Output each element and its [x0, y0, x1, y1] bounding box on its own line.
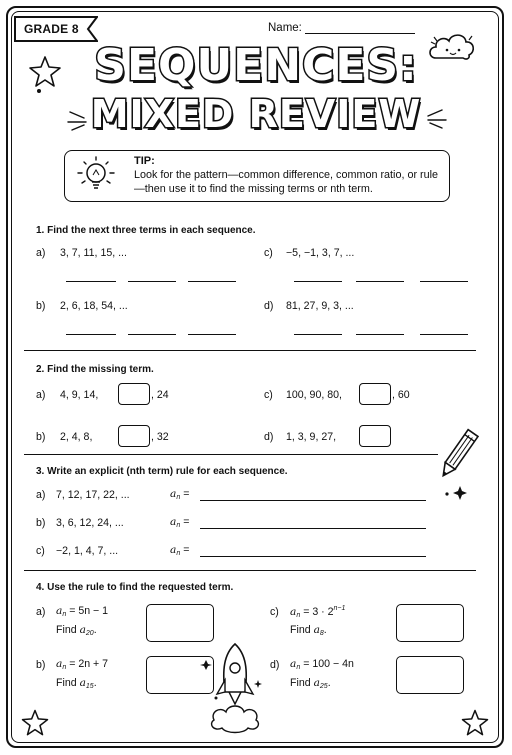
answer-blank[interactable] [188, 334, 236, 335]
answer-blank[interactable] [420, 281, 468, 282]
name-label: Name: [268, 22, 302, 34]
q4c-find: Find $a_8$. [290, 624, 327, 637]
q1b-sequence: 2, 6, 18, 54, ... [60, 300, 128, 312]
page-subtitle: MIXED REVIEW [90, 92, 422, 136]
answer-blank[interactable] [128, 281, 176, 282]
q3c-letter: c) [36, 545, 45, 557]
q4a-rule: $a_n = 5n - 1$ [56, 605, 109, 618]
q2-heading: 2. Find the missing term. [36, 364, 154, 375]
q4b-letter: b) [36, 659, 46, 671]
grade-label: GRADE 8 [24, 22, 79, 36]
grade-tag [14, 16, 98, 42]
q2a-sequence: 4, 9, 14, [60, 389, 99, 401]
q3a-sequence: 7, 12, 17, 22, ... [56, 489, 130, 501]
q3-heading: 3. Write an explicit (nth term) rule for each sequence. [36, 466, 288, 477]
q4a-find: Find $a_{20}$. [56, 624, 97, 637]
q3b-sequence: 3, 6, 12, 24, ... [56, 517, 124, 529]
q1c-letter: c) [264, 247, 273, 259]
answer-blank[interactable] [66, 281, 116, 282]
star-icon [460, 708, 490, 738]
rule-answer-line[interactable] [200, 556, 426, 557]
q4a-letter: a) [36, 606, 46, 618]
missing-term-box[interactable] [118, 425, 150, 447]
q1-heading: 1. Find the next three terms in each sequence. [36, 225, 256, 236]
rule-answer-line[interactable] [200, 500, 426, 501]
answer-blank[interactable] [294, 334, 342, 335]
section-divider [24, 454, 438, 455]
sparkle-lines-right [412, 106, 448, 130]
q1d-sequence: 81, 27, 9, 3, ... [286, 300, 354, 312]
answer-blank[interactable] [356, 281, 404, 282]
q2a-after: , 24 [151, 389, 169, 401]
q3c-sequence: −2, 1, 4, 7, ... [56, 545, 119, 557]
star-icon [20, 708, 50, 738]
q3b-rule-label: $a_n$ = [170, 516, 190, 529]
q2c-sequence: 100, 90, 80, [286, 389, 342, 401]
section-divider [24, 570, 476, 571]
q4b-rule: $a_n = 2n + 7$ [56, 658, 109, 671]
lightbulb-icon [72, 153, 120, 199]
tip-label: TIP: [134, 155, 155, 167]
answer-blank[interactable] [188, 281, 236, 282]
q1c-sequence: −5, −1, 3, 7, ... [286, 247, 355, 259]
q2b-letter: b) [36, 431, 46, 443]
q3a-rule-label: $a_n$ = [170, 488, 190, 501]
q4-heading: 4. Use the rule to find the requested term. [36, 582, 234, 593]
q2c-letter: c) [264, 389, 273, 401]
q4d-rule: $a_n = 100 - 4n$ [290, 658, 354, 671]
q1b-letter: b) [36, 300, 46, 312]
sparkle-lines-left [66, 108, 102, 132]
missing-term-box[interactable] [118, 383, 150, 405]
q1d-letter: d) [264, 300, 274, 312]
answer-blank[interactable] [356, 334, 404, 335]
q2a-letter: a) [36, 389, 46, 401]
answer-blank[interactable] [128, 334, 176, 335]
q3b-letter: b) [36, 517, 46, 529]
pencil-icon [432, 426, 482, 500]
q1a-sequence: 3, 7, 11, 15, ... [60, 247, 127, 259]
q2b-after: , 32 [151, 431, 169, 443]
answer-blank[interactable] [66, 334, 116, 335]
q4c-letter: c) [270, 606, 279, 618]
q4d-find: Find $a_{25}$. [290, 677, 331, 690]
q1a-letter: a) [36, 247, 46, 259]
answer-blank[interactable] [294, 281, 342, 282]
answer-box[interactable] [396, 604, 464, 642]
name-field[interactable] [305, 33, 415, 34]
q2d-sequence: 1, 3, 9, 27, [286, 431, 337, 443]
q4b-find: Find $a_{15}$. [56, 677, 97, 690]
q2c-after: , 60 [392, 389, 410, 401]
q4c-rule: $a_n = 3 \cdot 2^{n-1}$ [290, 605, 346, 619]
q2d-letter: d) [264, 431, 274, 443]
rule-answer-line[interactable] [200, 528, 426, 529]
missing-term-box[interactable] [359, 425, 391, 447]
q3a-letter: a) [36, 489, 46, 501]
page-title: SEQUENCES: [94, 40, 418, 91]
q4d-letter: d) [270, 659, 280, 671]
q3c-rule-label: $a_n$ = [170, 544, 190, 557]
answer-blank[interactable] [420, 334, 468, 335]
answer-box[interactable] [396, 656, 464, 694]
missing-term-box[interactable] [359, 383, 391, 405]
tip-text: Look for the pattern—common difference, common ratio, or rule—then use it to find the missing terms or nth term. [134, 169, 439, 195]
section-divider [24, 350, 476, 351]
answer-box[interactable] [146, 604, 214, 642]
rocket-icon [200, 640, 270, 740]
q2b-sequence: 2, 4, 8, [60, 431, 93, 443]
